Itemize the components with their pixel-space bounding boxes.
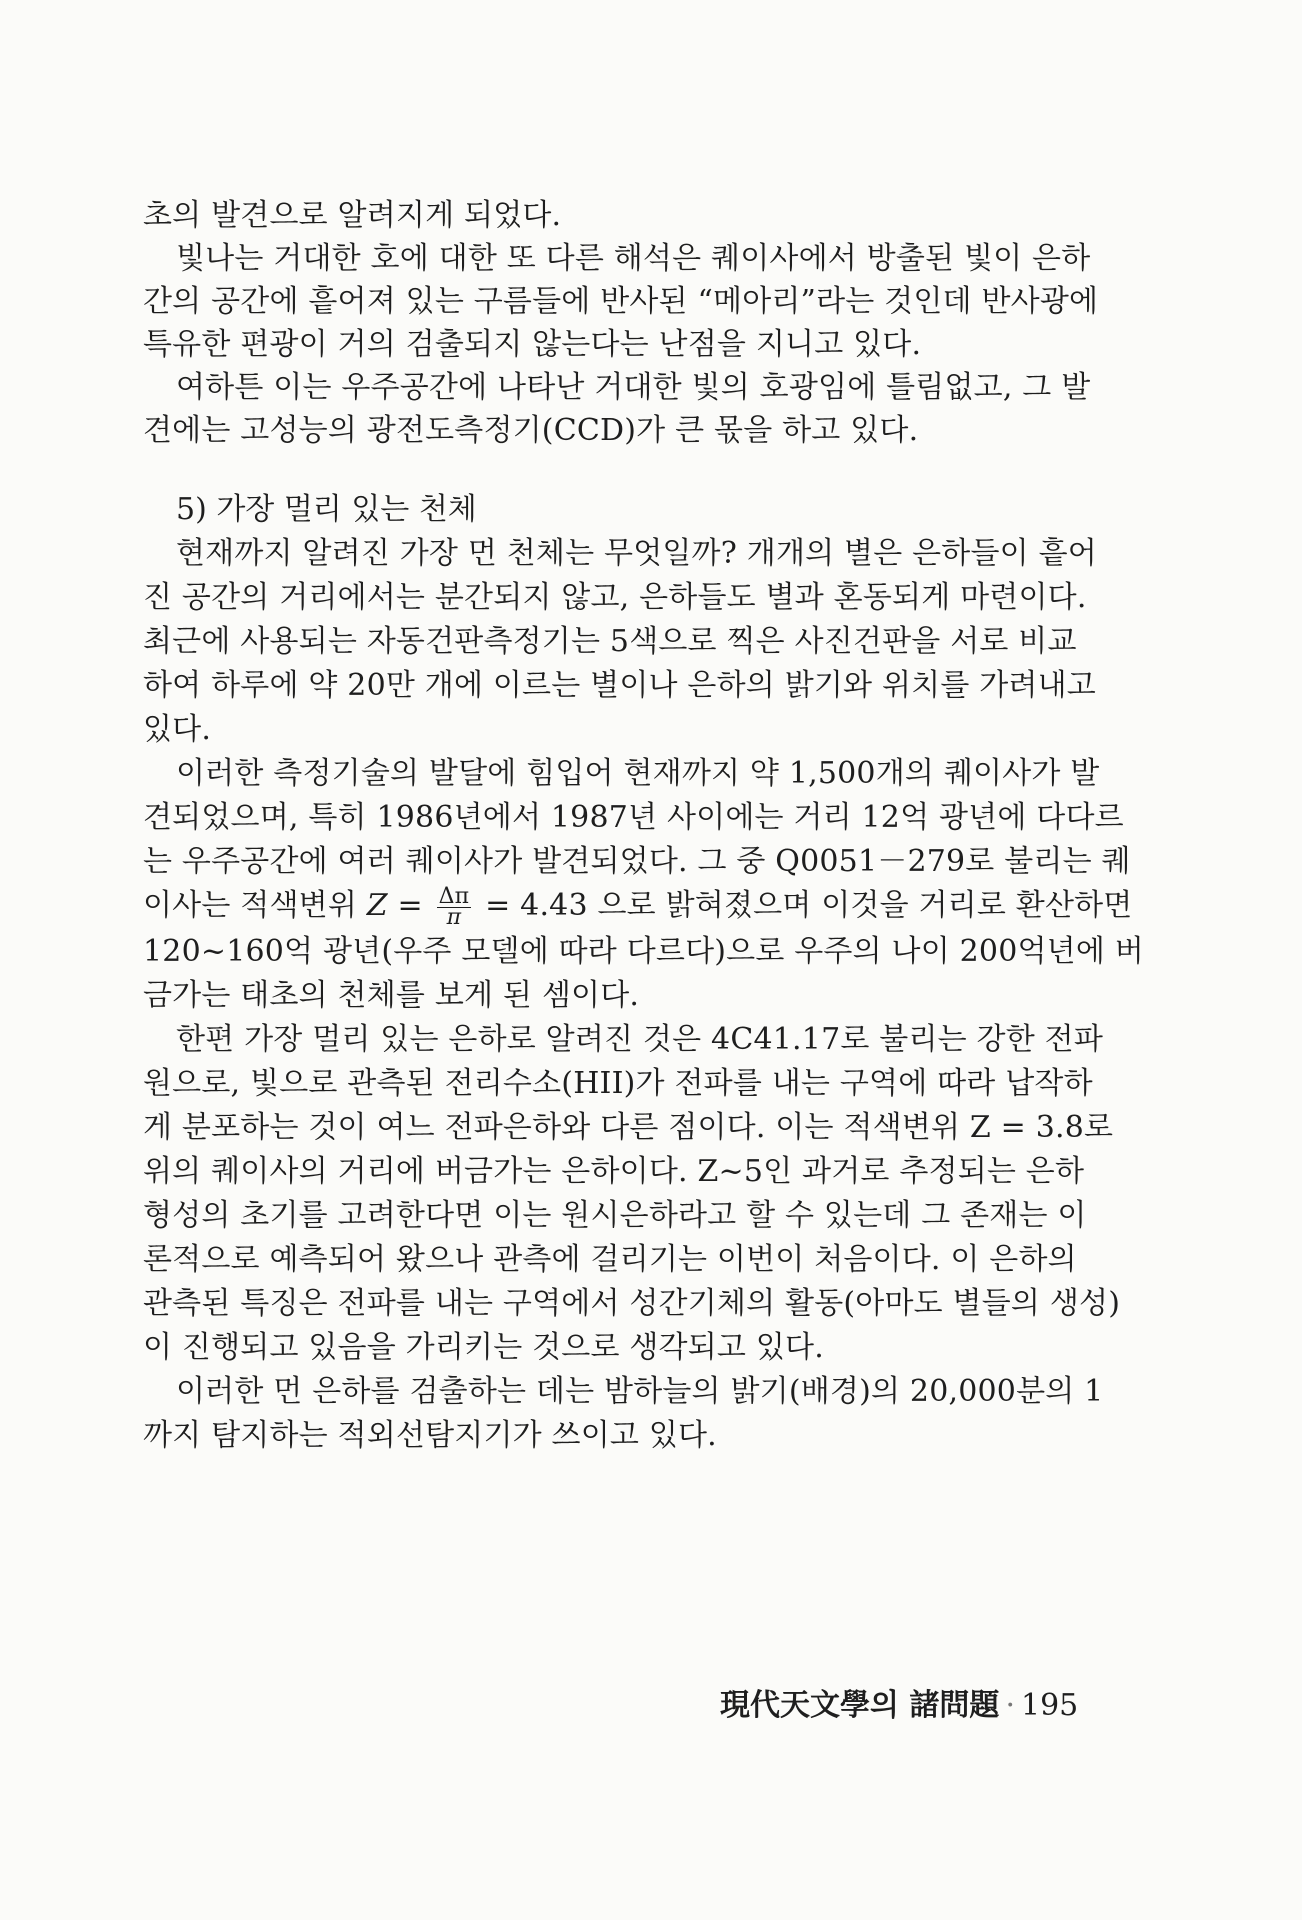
text-line: 견되었으며, 특히 1986년에서 1987년 사이에는 거리 12억 광년에 다다르 [143,800,1124,835]
fraction-numerator: Δπ [438,883,470,909]
text-line: 는 우주공간에 여러 퀘이사가 발견되었다. 그 중 Q0051－279로 불리는 퀘 [143,844,1131,879]
text-line: 현재까지 알려진 가장 먼 천체는 무엇일까? 개개의 별은 은하들이 흩어 [176,536,1097,571]
running-title: 現代天文學의 諸問題 [720,1688,1000,1723]
redshift-symbol: Z [366,888,388,923]
text-line: 120~160억 광년(우주 모델에 따라 다르다)으로 우주의 나이 200억년에 버 [143,934,1144,969]
text-line: 여하튼 이는 우주공간에 나타난 거대한 빛의 호광임에 틀림없고, 그 발 [176,370,1091,405]
formula-line [143,883,1133,930]
text-line: 있다. [143,712,212,747]
text-line: 관측된 특징은 전파를 내는 구역에서 성간기체의 활동(아마도 별들의 생성) [143,1286,1121,1321]
text-line: 원으로, 빛으로 관측된 전리수소(HII)가 전파를 내는 구역에 따라 납작하 [143,1066,1093,1101]
redshift-fraction [437,883,472,930]
text-line: 초의 발견으로 알려지게 되었다. [143,198,562,233]
text-line: 이러한 먼 은하를 검출하는 데는 밤하늘의 밝기(배경)의 20,000분의 1 [176,1374,1104,1409]
text-line: 이러한 측정기술의 발달에 힘입어 현재까지 약 1,500개의 퀘이사가 발 [176,756,1100,791]
formula-suffix: = 4.43 으로 밝혀졌으며 이것을 거리로 환산하면 [475,888,1133,923]
text-line: 간의 공간에 흩어져 있는 구름들에 반사된 “메아리”라는 것인데 반사광에 [143,284,1099,319]
page-number: 195 [1020,1688,1079,1723]
footer-separator: · [1005,1688,1015,1723]
fraction-denominator: π [446,904,462,930]
text-line: 게 분포하는 것이 여느 전파은하와 다른 점이다. 이는 적색변위 Z = 3.8로 [143,1110,1114,1145]
text-line: 견에는 고성능의 광전도측정기(CCD)가 큰 몫을 하고 있다. [143,413,919,448]
text-line: 형성의 초기를 고려한다면 이는 원시은하라고 할 수 있는데 그 존재는 이 [143,1198,1087,1233]
formula-prefix: 이사는 적색변위 [143,888,367,923]
page-footer [720,1686,1078,1726]
equals-sign: = [387,888,433,923]
text-line: 위의 퀘이사의 거리에 버금가는 은하이다. Z~5인 과거로 추정되는 은하 [143,1154,1085,1189]
text-line: 한편 가장 멀리 있는 은하로 알려진 것은 4C41.17로 불리는 강한 전파 [176,1022,1104,1057]
text-line: 론적으로 예측되어 왔으나 관측에 걸리기는 이번이 처음이다. 이 은하의 [143,1242,1077,1277]
text-line: 이 진행되고 있음을 가리키는 것으로 생각되고 있다. [143,1330,824,1365]
text-line: 하여 하루에 약 20만 개에 이르는 별이나 은하의 밝기와 위치를 가려내고 [143,668,1096,703]
section-heading: 5) 가장 멀리 있는 천체 [176,492,477,527]
text-line: 최근에 사용되는 자동건판측정기는 5색으로 찍은 사진건판을 서로 비교 [143,624,1077,659]
text-line: 까지 탐지하는 적외선탐지기가 쓰이고 있다. [143,1418,717,1453]
text-line: 특유한 편광이 거의 검출되지 않는다는 난점을 지니고 있다. [143,327,922,362]
text-line: 진 공간의 거리에서는 분간되지 않고, 은하들도 별과 혼동되게 마련이다. [143,580,1087,615]
text-line: 금가는 태초의 천체를 보게 된 셈이다. [143,978,640,1013]
text-line: 빛나는 거대한 호에 대한 또 다른 해석은 퀘이사에서 방출된 빛이 은하 [176,241,1091,276]
